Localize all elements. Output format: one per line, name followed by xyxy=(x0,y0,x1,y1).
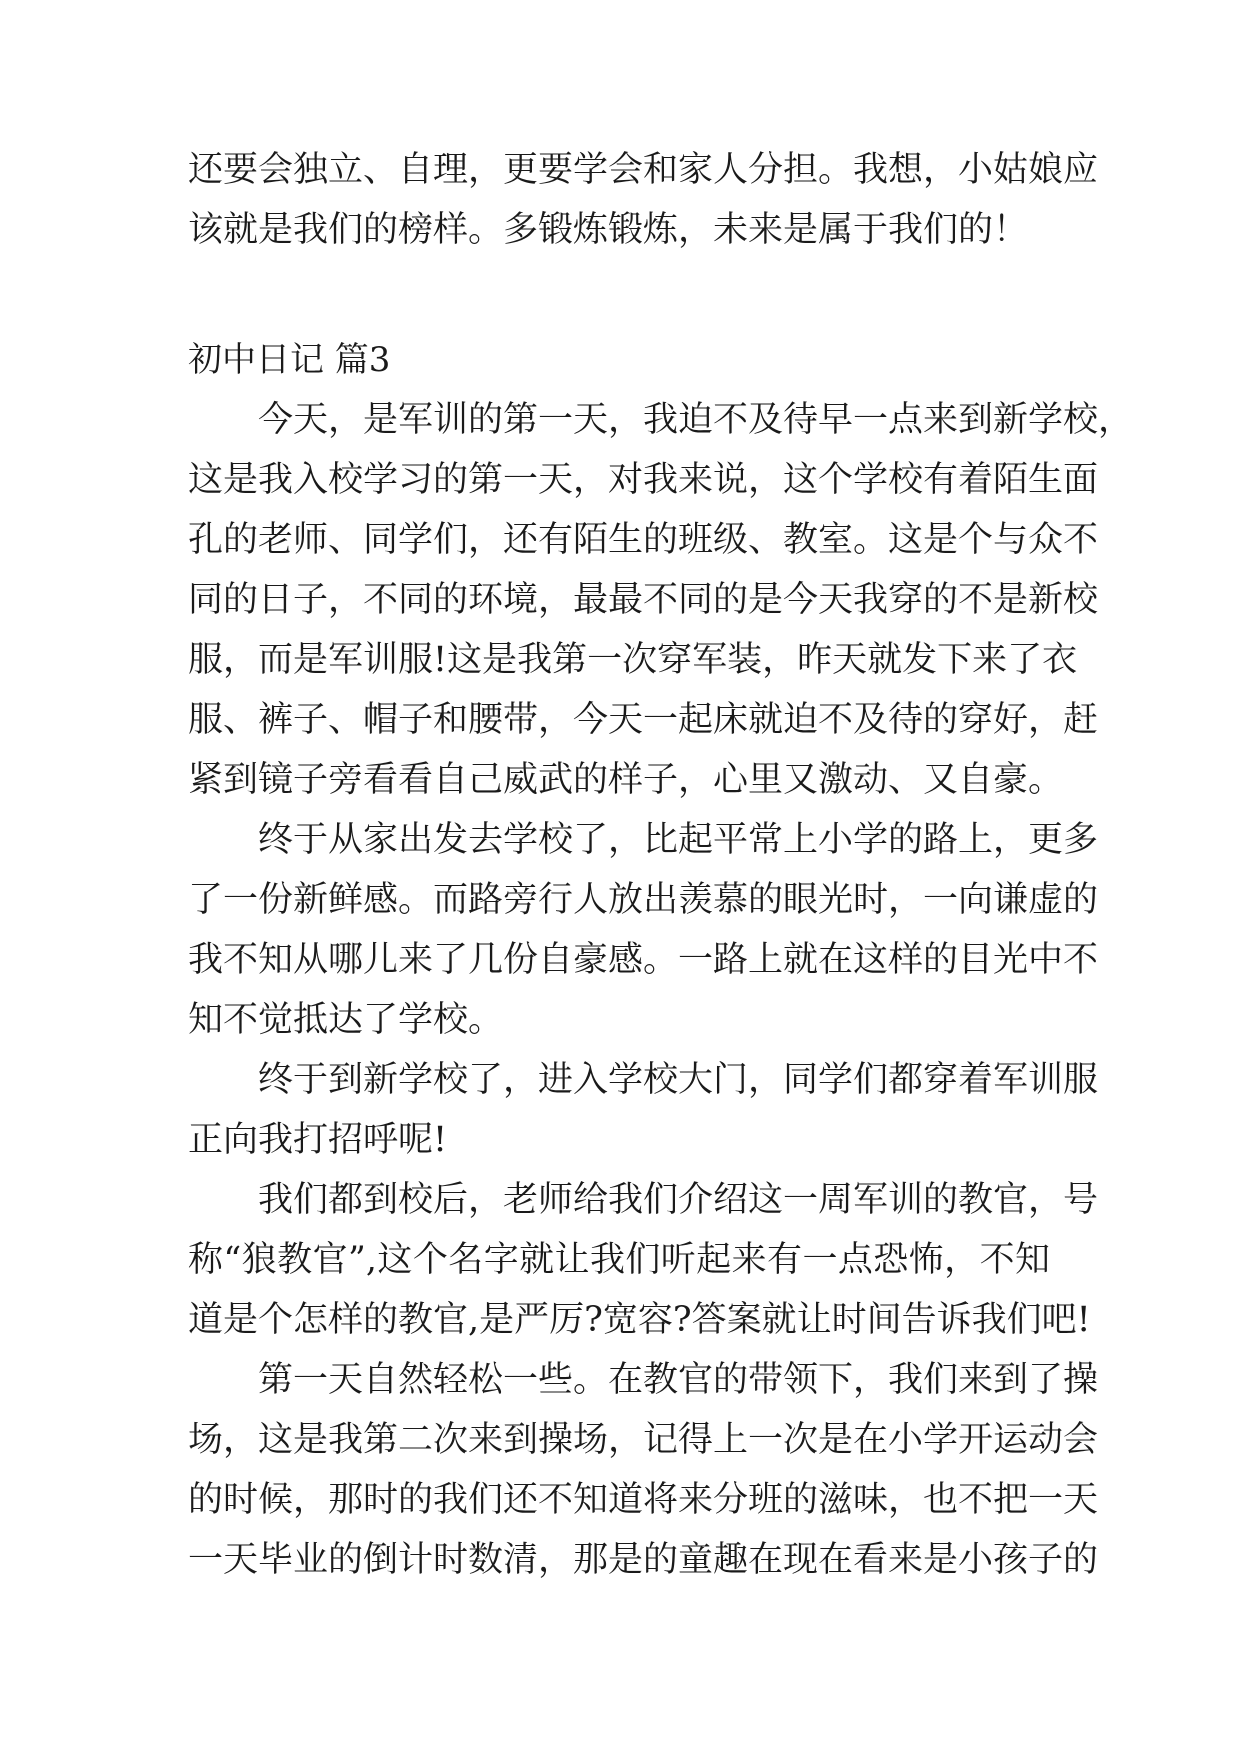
paragraph-line: 紧到镜子旁看看自己威武的样子，心里又激动、又自豪。 xyxy=(188,760,1064,800)
intro-line-1: 还要会独立、自理，更要学会和家人分担。我想，小姑娘应 xyxy=(188,150,1099,190)
paragraph-line: 服，而是军训服!这是我第一次穿军装，昨天就发下来了衣 xyxy=(188,640,1078,680)
paragraph-line: 正向我打招呼呢! xyxy=(188,1120,448,1160)
section-gap xyxy=(188,260,1050,330)
paragraph-line: 孔的老师、同学们，还有陌生的班级、教室。这是个与众不 xyxy=(188,520,1099,560)
paragraph-1 xyxy=(188,390,1134,810)
paragraph-3 xyxy=(188,1050,1099,1170)
paragraph-line: 称“狼教官”,这个名字就让我们听起来有一点恐怖，不知 xyxy=(188,1240,1050,1280)
intro-line-2: 该就是我们的榜样。多锻炼锻炼，未来是属于我们的！ xyxy=(188,210,1029,250)
paragraph-line: 第一天自然轻松一些。在教官的带领下，我们来到了操 xyxy=(258,1360,1099,1400)
paragraph-2 xyxy=(188,810,1099,1050)
paragraph-line: 今天，是军训的第一天，我迫不及待早一点来到新学校， xyxy=(258,400,1134,440)
paragraph-line: 我不知从哪儿来了几份自豪感。一路上就在这样的目光中不 xyxy=(188,940,1099,980)
paragraph-line: 终于到新学校了，进入学校大门，同学们都穿着军训服 xyxy=(258,1060,1099,1100)
paragraph-line: 同的日子，不同的环境，最最不同的是今天我穿的不是新校 xyxy=(188,580,1099,620)
paragraph-line: 了一份新鲜感。而路旁行人放出羡慕的眼光时，一向谦虚的 xyxy=(188,880,1099,920)
paragraph-line: 服、裤子、帽子和腰带，今天一起床就迫不及待的穿好，赶 xyxy=(188,700,1099,740)
paragraph-line: 终于从家出发去学校了，比起平常上小学的路上，更多 xyxy=(258,820,1099,860)
paragraph-line: 知不觉抵达了学校。 xyxy=(188,1000,504,1040)
document-page xyxy=(188,140,1134,1590)
paragraph-line: 一天毕业的倒计时数清，那是的童趣在现在看来是小孩子的 xyxy=(188,1540,1099,1580)
paragraph-line: 的时候，那时的我们还不知道将来分班的滋味，也不把一天 xyxy=(188,1480,1099,1520)
paragraph-4 xyxy=(188,1170,1099,1350)
paragraph-line: 我们都到校后，老师给我们介绍这一周军训的教官，号 xyxy=(258,1180,1099,1220)
section-title: 初中日记 篇3 xyxy=(188,340,391,380)
paragraph-line: 道是个怎样的教官,是严厉?宽容?答案就让时间告诉我们吧! xyxy=(188,1300,1091,1340)
paragraph-5 xyxy=(188,1350,1099,1590)
paragraph-line: 这是我入校学习的第一天，对我来说，这个学校有着陌生面 xyxy=(188,460,1099,500)
paragraph-line: 场，这是我第二次来到操场，记得上一次是在小学开运动会 xyxy=(188,1420,1099,1460)
